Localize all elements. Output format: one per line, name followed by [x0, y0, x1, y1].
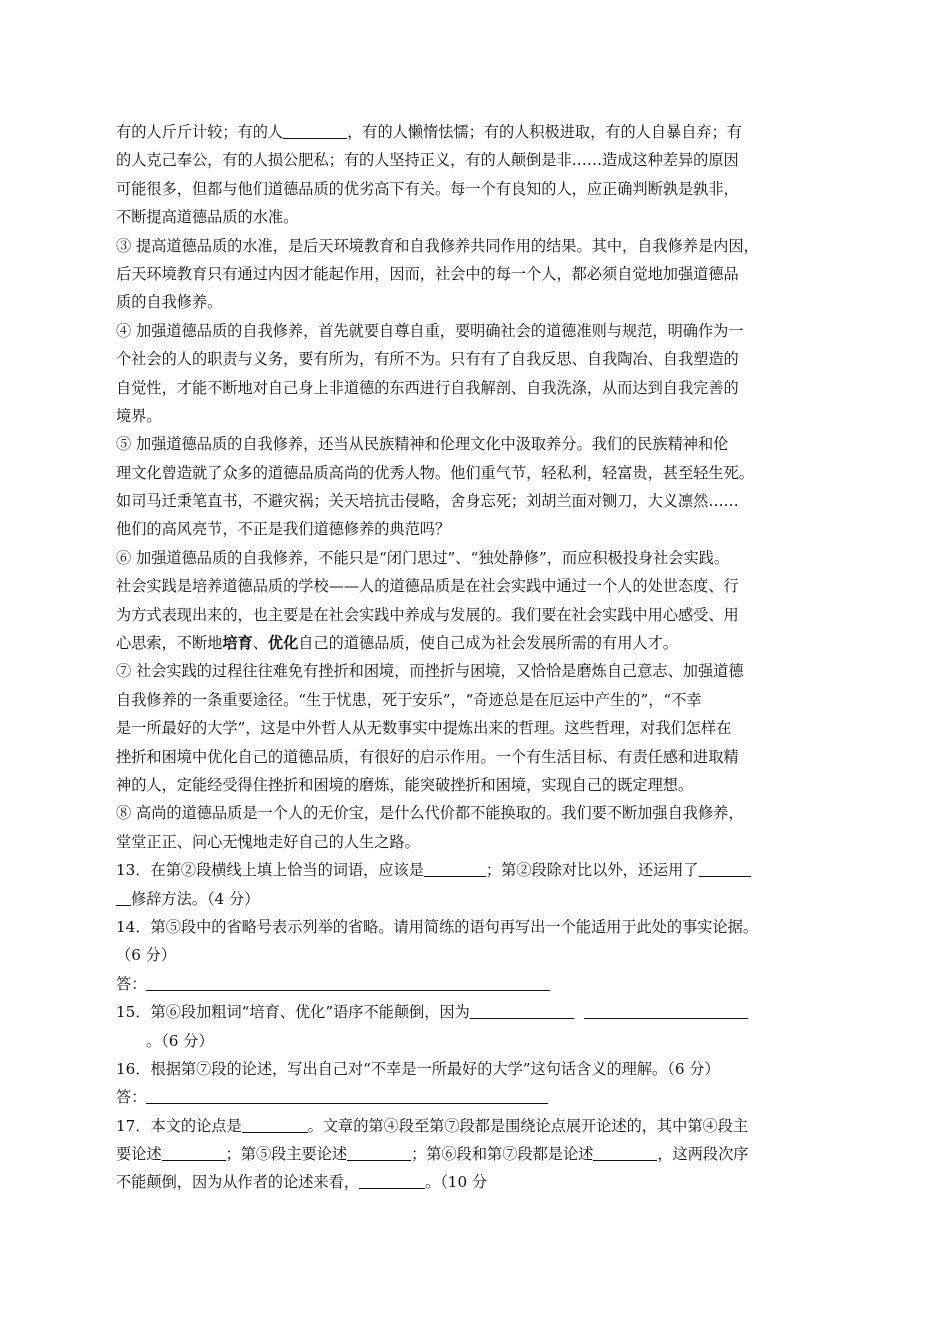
text-line: 自觉性，才能不断地对自己身上非道德的东西进行自我解剖、自我洗涤，从而达到自我完善的 — [116, 378, 739, 397]
text-line: 不断提高道德品质的水准。 — [116, 208, 299, 227]
question-text: ，这两段次序 — [657, 1145, 749, 1164]
question-17-cont — [116, 1168, 816, 1196]
answer-blank[interactable] — [584, 1000, 748, 1019]
answer-blank[interactable] — [359, 1170, 425, 1189]
answer-blank[interactable] — [347, 1142, 411, 1161]
text-line: 理文化曾造就了众多的道德品质高尚的优秀人物。他们重气节，轻私利，轻富贵，甚至轻生死。 — [116, 463, 754, 482]
answer-blank[interactable] — [470, 1000, 574, 1019]
question-17 — [116, 1112, 816, 1140]
question-text: 17．本文的论点是 — [116, 1116, 242, 1135]
answer-blank[interactable] — [162, 1142, 226, 1161]
question-text: ；第⑥段和第⑦段都是论述 — [411, 1145, 594, 1164]
text-line: 个社会的人的职责与义务，要有所为，有所不为。只有有了自我反思、自我陶冶、自我塑造的 — [116, 350, 739, 369]
text-line: 挫折和困境中优化自己的道德品质，有很好的启示作用。一个有生活目标、有责任感和进取精 — [116, 747, 739, 766]
question-14: 14．第⑤段中的省略号表示列举的省略。请用简练的语句再写出一个能适用于此处的事实论据。 — [116, 917, 759, 936]
bold-word-youhua: 优化 — [267, 634, 299, 653]
text-line — [116, 629, 816, 657]
answer-blank[interactable] — [699, 858, 751, 877]
text-line: 神的人，定能经受得住挫折和困境的磨炼，能突破挫折和困境，实现自己的既定理想。 — [116, 775, 694, 794]
question-16: 16．根据第⑦段的论述，写出自己对“不幸是一所最好的大学”这句话含义的理解。（6 分） — [116, 1059, 720, 1078]
text-segment: 有的人斤斤计较；有的人 — [116, 123, 284, 141]
text-line: 堂堂正正、问心无愧地走好自己的人生之路。 — [116, 832, 420, 851]
question-text: ；第②段除对比以外，还运用了 — [485, 861, 699, 880]
text-line: 的人克己奉公，有的人损公肥私；有的人坚持正义，有的人颠倒是非……造成这种差异的原因 — [116, 151, 739, 170]
question-14-score: （6 分） — [116, 946, 177, 965]
exam-page — [116, 118, 816, 1197]
paragraph-7-start: ⑦ 社会实践的过程往往难免有挫折和困境，而挫折与困境，又恰恰是磨炼自己意志、加强道德 — [116, 662, 744, 681]
text-line: 自我修养的一条重要途径。“生于忧患，死于安乐”，“奇迹总是在厄运中产生的”，“不幸 — [116, 690, 702, 709]
paragraph-4-start: ④ 加强道德品质的自我修养，首先就要自尊自重，要明确社会的道德准则与规范，明确作为一 — [116, 321, 744, 340]
text-line: 如司马迁秉笔直书，不避灾祸；关天培抗击侵略，舍身忘死；刘胡兰面对铡刀，大义凛然…… — [116, 492, 739, 511]
answer-blank[interactable] — [283, 120, 347, 139]
answer-blank[interactable] — [424, 858, 486, 877]
text-line: 社会实践是培养道德品质的学校——人的道德品质是在社会实践中通过一个人的处世态度、行 — [116, 577, 739, 596]
answer-blank[interactable] — [593, 1142, 657, 1161]
paragraph-5-start: ⑤ 加强道德品质的自我修养，还当从民族精神和伦理文化中汲取养分。我们的民族精神和伦 — [116, 435, 729, 454]
question-text: 。（10 分 — [425, 1173, 488, 1192]
question-text: ；第⑤段主要论述 — [225, 1145, 348, 1164]
text-segment: 心思索，不断地 — [116, 634, 223, 653]
text-line: 他们的高风亮节，不正是我们道德修养的典范吗？ — [116, 520, 451, 539]
text-segment: 、 — [252, 634, 268, 653]
paragraph-8-start: ⑧ 高尚的道德品质是一个人的无价宝，是什么代价都不能换取的。我们要不断加强自我修养， — [116, 804, 744, 823]
text-line: 质的自我修养。 — [116, 293, 223, 312]
question-text: 13．在第②段横线上填上恰当的词语，应该是 — [116, 861, 424, 880]
text-line: 是一所最好的大学”，这是中外哲人从无数事实中提炼出来的哲理。这些哲理，对我们怎样在 — [116, 719, 732, 738]
question-17-cont — [116, 1140, 816, 1168]
answer-blank[interactable] — [116, 887, 131, 906]
question-text: 不能颠倒，因为从作者的论述来看， — [116, 1173, 359, 1192]
text-line: 境界。 — [116, 406, 162, 425]
question-text: 。文章的第④段至第⑦段都是围绕论点展开论述的，其中第④段主 — [307, 1116, 749, 1135]
question-13 — [116, 856, 816, 884]
question-text: 修辞方法。（4 分） — [131, 889, 260, 908]
answer-label: 答： — [116, 974, 147, 993]
text-line: 可能很多，但都与他们道德品质的优劣高下有关。每一个有良知的人，应正确判断孰是孰非， — [116, 179, 739, 198]
question-text: 要论述 — [116, 1145, 162, 1164]
paragraph-3-start: ③ 提高道德品质的水准，是后天环境教育和自我修养共同作用的结果。其中，自我修养是内因， — [116, 236, 759, 255]
answer-line[interactable] — [146, 1085, 548, 1104]
answer-blank[interactable] — [242, 1114, 308, 1133]
text-segment: 自己的道德品质，使自己成为社会发展所需的有用人才。 — [298, 634, 678, 653]
question-16-answer — [116, 1083, 816, 1111]
text-line — [116, 118, 816, 146]
text-segment: ，有的人懒惰怯懦；有的人积极进取，有的人自暴自弃；有 — [347, 123, 742, 141]
question-15 — [116, 998, 816, 1026]
paragraph-6-start: ⑥ 加强道德品质的自我修养，不能只是“闭门思过”、“独处静修”，而应积极投身社会实践。 — [116, 548, 730, 567]
question-13-cont — [116, 885, 816, 913]
text-line: 为方式表现出来的，也主要是在社会实践中养成与发展的。我们要在社会实践中用心感受、用 — [116, 605, 739, 624]
text-line: 后天环境教育只有通过内因才能起作用，因而，社会中的每一个人，都必须自觉地加强道德品 — [116, 264, 739, 283]
question-14-answer — [116, 970, 816, 998]
bold-word-peiyu: 培育 — [222, 634, 253, 653]
answer-line[interactable] — [146, 972, 550, 991]
answer-label: 答： — [116, 1088, 147, 1107]
question-15-cont: 。（6 分） — [146, 1031, 214, 1050]
question-text: 15．第⑥段加粗词“培育、优化”语序不能颠倒，因为 — [116, 1003, 470, 1022]
